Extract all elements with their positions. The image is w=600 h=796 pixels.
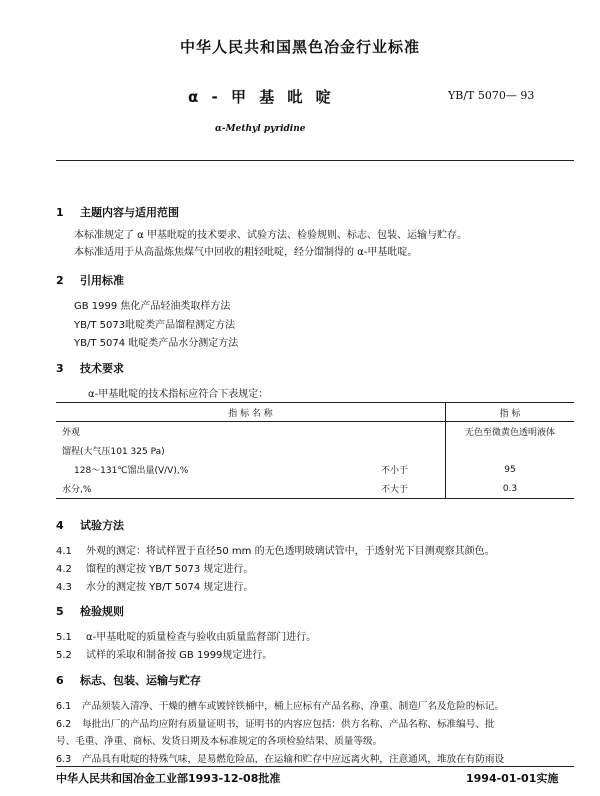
- table-row: [56, 460, 574, 479]
- row-value: 0.3: [446, 479, 575, 499]
- section-6-heading: [56, 672, 201, 688]
- row-name: 水分,%: [56, 479, 377, 499]
- table-header-row: [56, 403, 574, 422]
- clause-4-3: 4.3 水分的测定按 YB/T 5074 规定进行。: [56, 582, 254, 593]
- row-value: 无色至微黄色透明液体: [446, 422, 575, 442]
- clause-6-3: 6.3 产品具有吡啶的特殊气味，是易燃危险品，在运输和贮存中应远离火种，注意通风，堆放在有防雨设: [56, 754, 505, 765]
- clause-5-1: 5.1 α-甲基吡啶的质量检查与验收由质量监督部门进行。: [56, 632, 317, 643]
- section-number: 1: [56, 206, 64, 219]
- section-2-heading: [56, 272, 124, 288]
- row-name: 馏程(大气压101 325 Pa): [62, 447, 165, 457]
- section-title: 技术要求: [80, 362, 124, 375]
- section-title: 试验方法: [80, 519, 124, 532]
- specification-table: [56, 402, 574, 499]
- row-condition: 不大于: [377, 479, 446, 499]
- reference-item: YB/T 5073吡啶类产品馏程测定方法: [74, 320, 236, 331]
- table-row: [56, 479, 574, 499]
- section-number: 3: [56, 362, 64, 375]
- column-header-name: 指 标 名 称: [56, 403, 446, 422]
- section-title: 引用标准: [80, 274, 124, 287]
- clause-4-1: 4.1 外观的测定：将试样置于直径50 mm 的无色透明玻璃试管中，于透射光下目测观察其颜色。: [56, 546, 495, 557]
- row-name: 128～131℃馏出量(V/V),%: [74, 466, 189, 476]
- row-condition: [377, 441, 446, 460]
- section-number: 4: [56, 519, 64, 532]
- clause-6-2: 6.2 每批出厂的产品均应附有质量证明书，证明书的内容应包括：供方名称、产品名称、标准编号、批: [56, 719, 495, 730]
- reference-item: YB/T 5074 吡啶类产品水分测定方法: [74, 338, 239, 349]
- section-title: 标志、包装、运输与贮存: [80, 674, 201, 687]
- section-title: 主题内容与适用范围: [80, 206, 179, 219]
- section-number: 2: [56, 274, 64, 287]
- table-row: [56, 422, 574, 442]
- row-condition: [377, 422, 446, 442]
- clause-6-2-continued: 号、毛重、净重、商标、发货日期及本标准规定的各项检验结果、质量等级。: [56, 736, 383, 747]
- section-3-intro: α-甲基吡啶的技术指标应符合下表规定：: [88, 389, 269, 400]
- section-4-heading: [56, 517, 124, 533]
- section-1-paragraph-2: 本标准适用于从高温炼焦煤气中回收的粗轻吡啶，经分馏制得的 α-甲基吡啶。: [74, 247, 418, 258]
- table-row: [56, 441, 574, 460]
- row-value: 95: [446, 460, 575, 479]
- clause-4-2: 4.2 馏程的测定按 YB/T 5073 规定进行。: [56, 564, 254, 575]
- footer-divider: [56, 766, 574, 767]
- english-title: α-Methyl pyridine: [215, 124, 306, 134]
- header-divider: [56, 160, 574, 161]
- implementation-date: 1994-01-01实施: [466, 772, 559, 785]
- section-5-heading: [56, 603, 124, 619]
- section-1-heading: [56, 204, 179, 220]
- reference-item: GB 1999 焦化产品轻油类取样方法: [74, 301, 231, 312]
- clause-6-1: 6.1 产品须装入清净、干燥的槽车或镀锌铁桶中，桶上应标有产品名称、净重、制造厂名及危险的标记。: [56, 701, 505, 712]
- row-value: [446, 441, 575, 460]
- section-number: 5: [56, 605, 64, 618]
- row-condition: 不小于: [381, 466, 409, 476]
- column-header-value: 指 标: [446, 403, 575, 422]
- row-name: 外观: [62, 428, 81, 438]
- section-title: 检验规则: [80, 605, 124, 618]
- section-1-paragraph-1: 本标准规定了 α 甲基吡啶的技术要求、试验方法、检验规则、标志、包装、运输与贮存。: [74, 230, 467, 241]
- standard-title: α - 甲 基 吡 啶: [188, 88, 335, 106]
- standard-number: YB/T 5070— 93: [448, 89, 535, 102]
- issuer-header: 中华人民共和国黑色冶金行业标准: [179, 38, 420, 56]
- clause-5-2: 5.2 试样的采取和制备按 GB 1999规定进行。: [56, 650, 273, 661]
- section-3-heading: [56, 360, 124, 376]
- approval-note: 中华人民共和国冶金工业部1993-12-08批准: [56, 772, 281, 785]
- section-number: 6: [56, 674, 64, 687]
